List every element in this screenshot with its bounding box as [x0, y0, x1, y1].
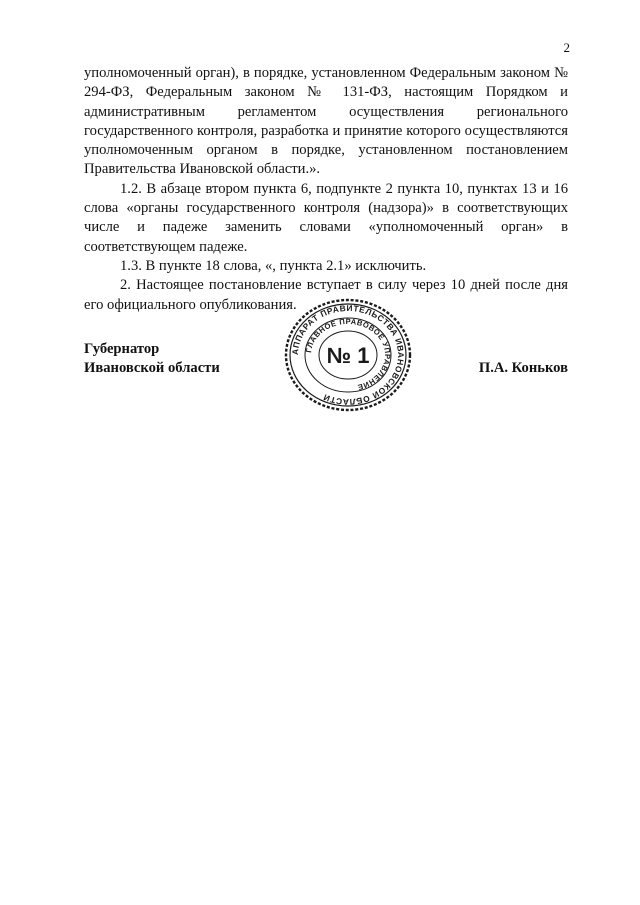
signatory-title-line2: Ивановской области	[84, 360, 220, 376]
seal-outer-text: АППАРАТ ПРАВИТЕЛЬСТВА ИВАНОВСКОЙ ОБЛАСТИ	[289, 302, 407, 408]
paragraph-1-3: 1.3. В пункте 18 слова, «, пункта 2.1» исключить.	[120, 257, 427, 274]
seal-inner-text: ГЛАВНОЕ ПРАВОВОЕ УПРАВЛЕНИЕ	[304, 316, 393, 392]
signatory-title	[84, 340, 220, 378]
official-seal	[283, 298, 413, 412]
paragraph-continuation: уполномоченный орган), в порядке, установленном Федеральным законом № 294-ФЗ, Федеральным законом № 131-ФЗ, настоящим Порядком и административным регламентом осуществления регионального государственного контроля, разработка и принятие которого осуществляются уполномоченным органом в порядке, установленном постановлением Правительства Ивановской области.».	[84, 65, 568, 178]
document-body	[84, 64, 568, 315]
seal-center-number: № 1	[326, 343, 370, 368]
signatory-title-line1: Губернатор	[84, 341, 160, 357]
paragraph-1-2: 1.2. В абзаце втором пункта 6, подпункте 2 пункта 10, пунктах 13 и 16 слова «органы государственного контроля (надзора)» в соответствующих числе и падеже заменить словами «уполномоченный орган» в соответствующем падеже.	[84, 180, 568, 255]
page-number: 2	[563, 40, 570, 55]
paragraph-2: 2. Настоящее постановление вступает в силу через 10 дней после дня его официального опубликования.	[84, 277, 568, 313]
signatory-name: П.А. Коньков	[478, 360, 568, 376]
